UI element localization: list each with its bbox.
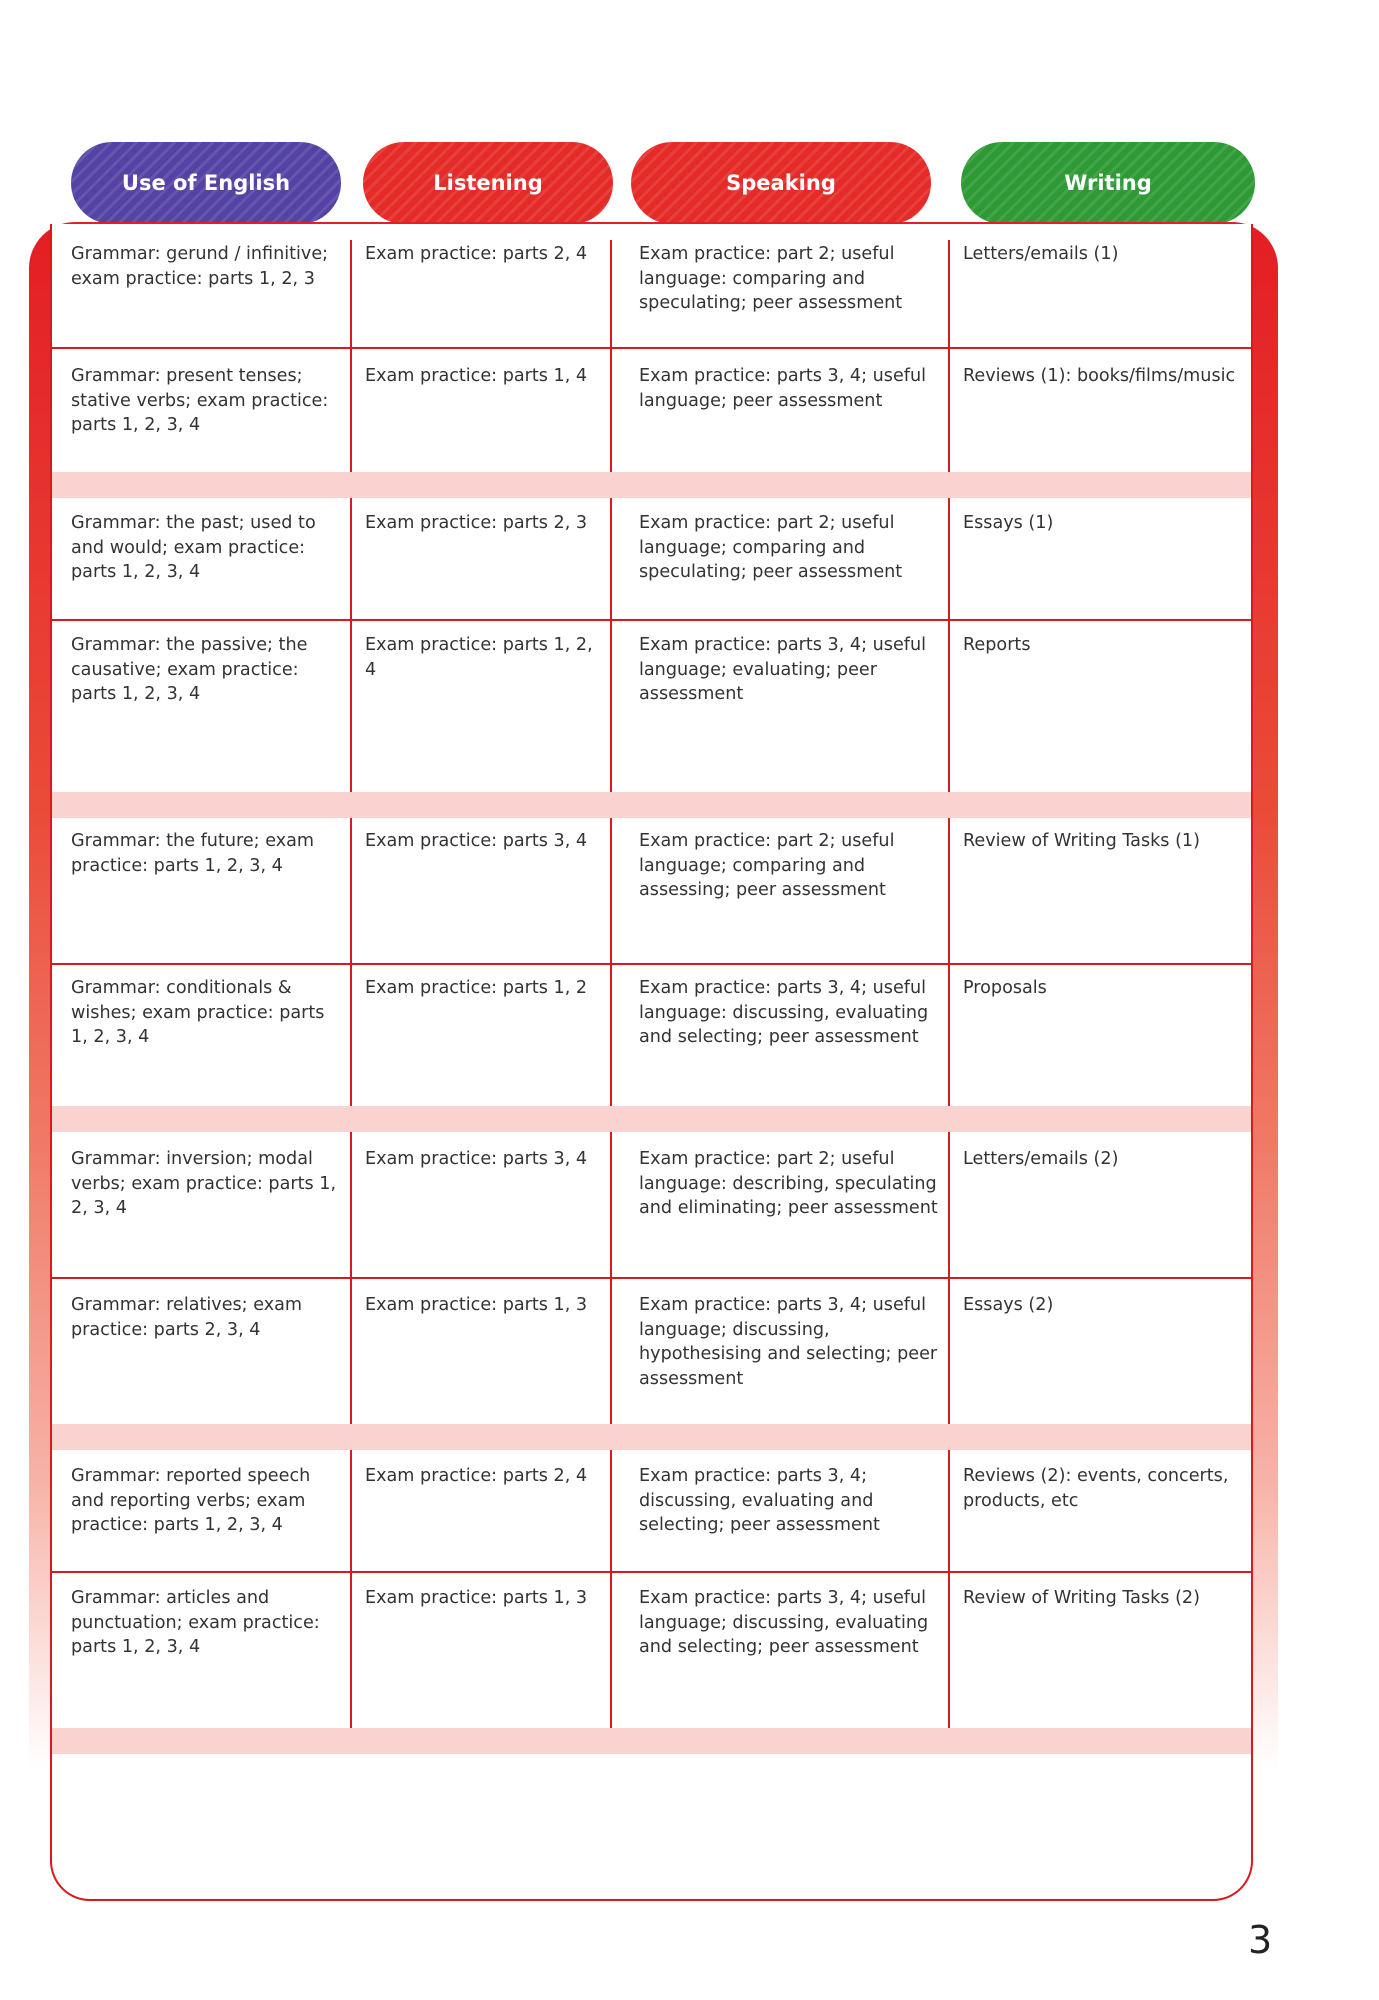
cell-listening: Exam practice: parts 2, 4 — [365, 244, 588, 264]
header-use-of-english-label: Use of English — [121, 171, 291, 195]
header-speaking-label: Speaking — [726, 171, 836, 195]
row-divider — [52, 347, 1251, 349]
cell-use-of-english: Grammar: the passive; the causative; exam practice: parts 1, 2, 3, 4 — [71, 635, 308, 704]
cell-speaking: Exam practice: part 2; useful language; comparing and assessing; peer assessment — [639, 831, 895, 900]
column-divider — [948, 818, 950, 1106]
header-listening-label: Listening — [433, 171, 543, 195]
cell-listening: Exam practice: parts 1, 3 — [365, 1588, 588, 1608]
cell-use-of-english: Grammar: articles and punctuation; exam practice: parts 1, 2, 3, 4 — [71, 1588, 320, 1657]
page-number: 3 — [1248, 1918, 1273, 1962]
cell-use-of-english: Grammar: conditionals & wishes; exam practice: parts 1, 2, 3, 4 — [71, 978, 325, 1047]
cell-use-of-english: Grammar: gerund / infinitive; exam practice: parts 1, 2, 3 — [71, 244, 329, 289]
cell-speaking: Exam practice: part 2; useful language; comparing and speculating; peer assessment — [639, 513, 903, 582]
cell-writing: Reports — [963, 635, 1031, 655]
column-divider — [350, 240, 352, 472]
cell-writing: Letters/emails (2) — [963, 1149, 1119, 1169]
row-divider — [52, 963, 1251, 965]
header-speaking — [631, 142, 931, 224]
header-listening — [363, 142, 613, 224]
cell-listening: Exam practice: parts 1, 2 — [365, 978, 588, 998]
column-divider — [610, 1132, 612, 1424]
column-divider — [350, 1132, 352, 1424]
cell-speaking: Exam practice: parts 3, 4; useful language; discussing, hypothesising and selecting; peer assessment — [639, 1295, 938, 1389]
column-divider — [610, 240, 612, 472]
column-divider — [350, 818, 352, 1106]
header-writing-label: Writing — [1064, 171, 1152, 195]
row-divider — [52, 1571, 1251, 1573]
cell-listening: Exam practice: parts 2, 3 — [365, 513, 588, 533]
cell-writing: Reviews (2): events, concerts, products, etc — [963, 1466, 1229, 1511]
cell-writing: Letters/emails (1) — [963, 244, 1119, 264]
cell-listening: Exam practice: parts 3, 4 — [365, 1149, 588, 1169]
cell-writing: Essays (2) — [963, 1295, 1054, 1315]
row-divider — [52, 1277, 1251, 1279]
unit-separator — [52, 1106, 1251, 1132]
unit-separator — [52, 1424, 1251, 1450]
column-divider — [610, 1450, 612, 1728]
cell-speaking: Exam practice: parts 3, 4; useful language; discussing, evaluating and selecting; peer assessment — [639, 1588, 929, 1657]
column-divider — [610, 818, 612, 1106]
header-writing — [961, 142, 1255, 224]
cell-use-of-english: Grammar: present tenses; stative verbs; exam practice: parts 1, 2, 3, 4 — [71, 366, 329, 435]
unit-separator — [52, 1728, 1251, 1754]
cell-writing: Essays (1) — [963, 513, 1054, 533]
cell-speaking: Exam practice: parts 3, 4; useful language; evaluating; peer assessment — [639, 635, 927, 704]
cell-use-of-english: Grammar: inversion; modal verbs; exam practice: parts 1, 2, 3, 4 — [71, 1149, 337, 1218]
column-divider — [350, 1450, 352, 1728]
column-divider — [350, 498, 352, 792]
cell-writing: Review of Writing Tasks (1) — [963, 831, 1200, 851]
column-divider — [948, 240, 950, 472]
cell-writing: Reviews (1): books/films/music — [963, 366, 1236, 386]
column-divider — [610, 498, 612, 792]
cell-listening: Exam practice: parts 3, 4 — [365, 831, 588, 851]
cell-use-of-english: Grammar: reported speech and reporting verbs; exam practice: parts 1, 2, 3, 4 — [71, 1466, 311, 1535]
header-use-of-english — [71, 142, 341, 224]
cell-speaking: Exam practice: parts 3, 4; useful language: discussing, evaluating and selecting; peer assessment — [639, 978, 929, 1047]
cell-speaking: Exam practice: parts 3, 4; useful language; peer assessment — [639, 366, 927, 411]
cell-use-of-english: Grammar: the future; exam practice: parts 1, 2, 3, 4 — [71, 831, 315, 876]
cell-listening: Exam practice: parts 1, 4 — [365, 366, 588, 386]
cell-writing: Proposals — [963, 978, 1047, 998]
cell-speaking: Exam practice: part 2; useful language: describing, speculating and eliminating; peer assessment — [639, 1149, 938, 1218]
cell-speaking: Exam practice: part 2; useful language: comparing and speculating; peer assessment — [639, 244, 903, 313]
cell-listening: Exam practice: parts 1, 3 — [365, 1295, 588, 1315]
unit-separator — [52, 472, 1251, 498]
cell-listening: Exam practice: parts 1, 2, 4 — [365, 635, 593, 680]
unit-separator — [52, 792, 1251, 818]
cell-use-of-english: Grammar: relatives; exam practice: parts 2, 3, 4 — [71, 1295, 303, 1340]
column-divider — [948, 1450, 950, 1728]
row-divider — [52, 619, 1251, 621]
column-divider — [948, 498, 950, 792]
cell-writing: Review of Writing Tasks (2) — [963, 1588, 1200, 1608]
cell-use-of-english: Grammar: the past; used to and would; exam practice: parts 1, 2, 3, 4 — [71, 513, 316, 582]
cell-listening: Exam practice: parts 2, 4 — [365, 1466, 588, 1486]
column-divider — [948, 1132, 950, 1424]
cell-speaking: Exam practice: parts 3, 4; discussing, evaluating and selecting; peer assessment — [639, 1466, 880, 1535]
